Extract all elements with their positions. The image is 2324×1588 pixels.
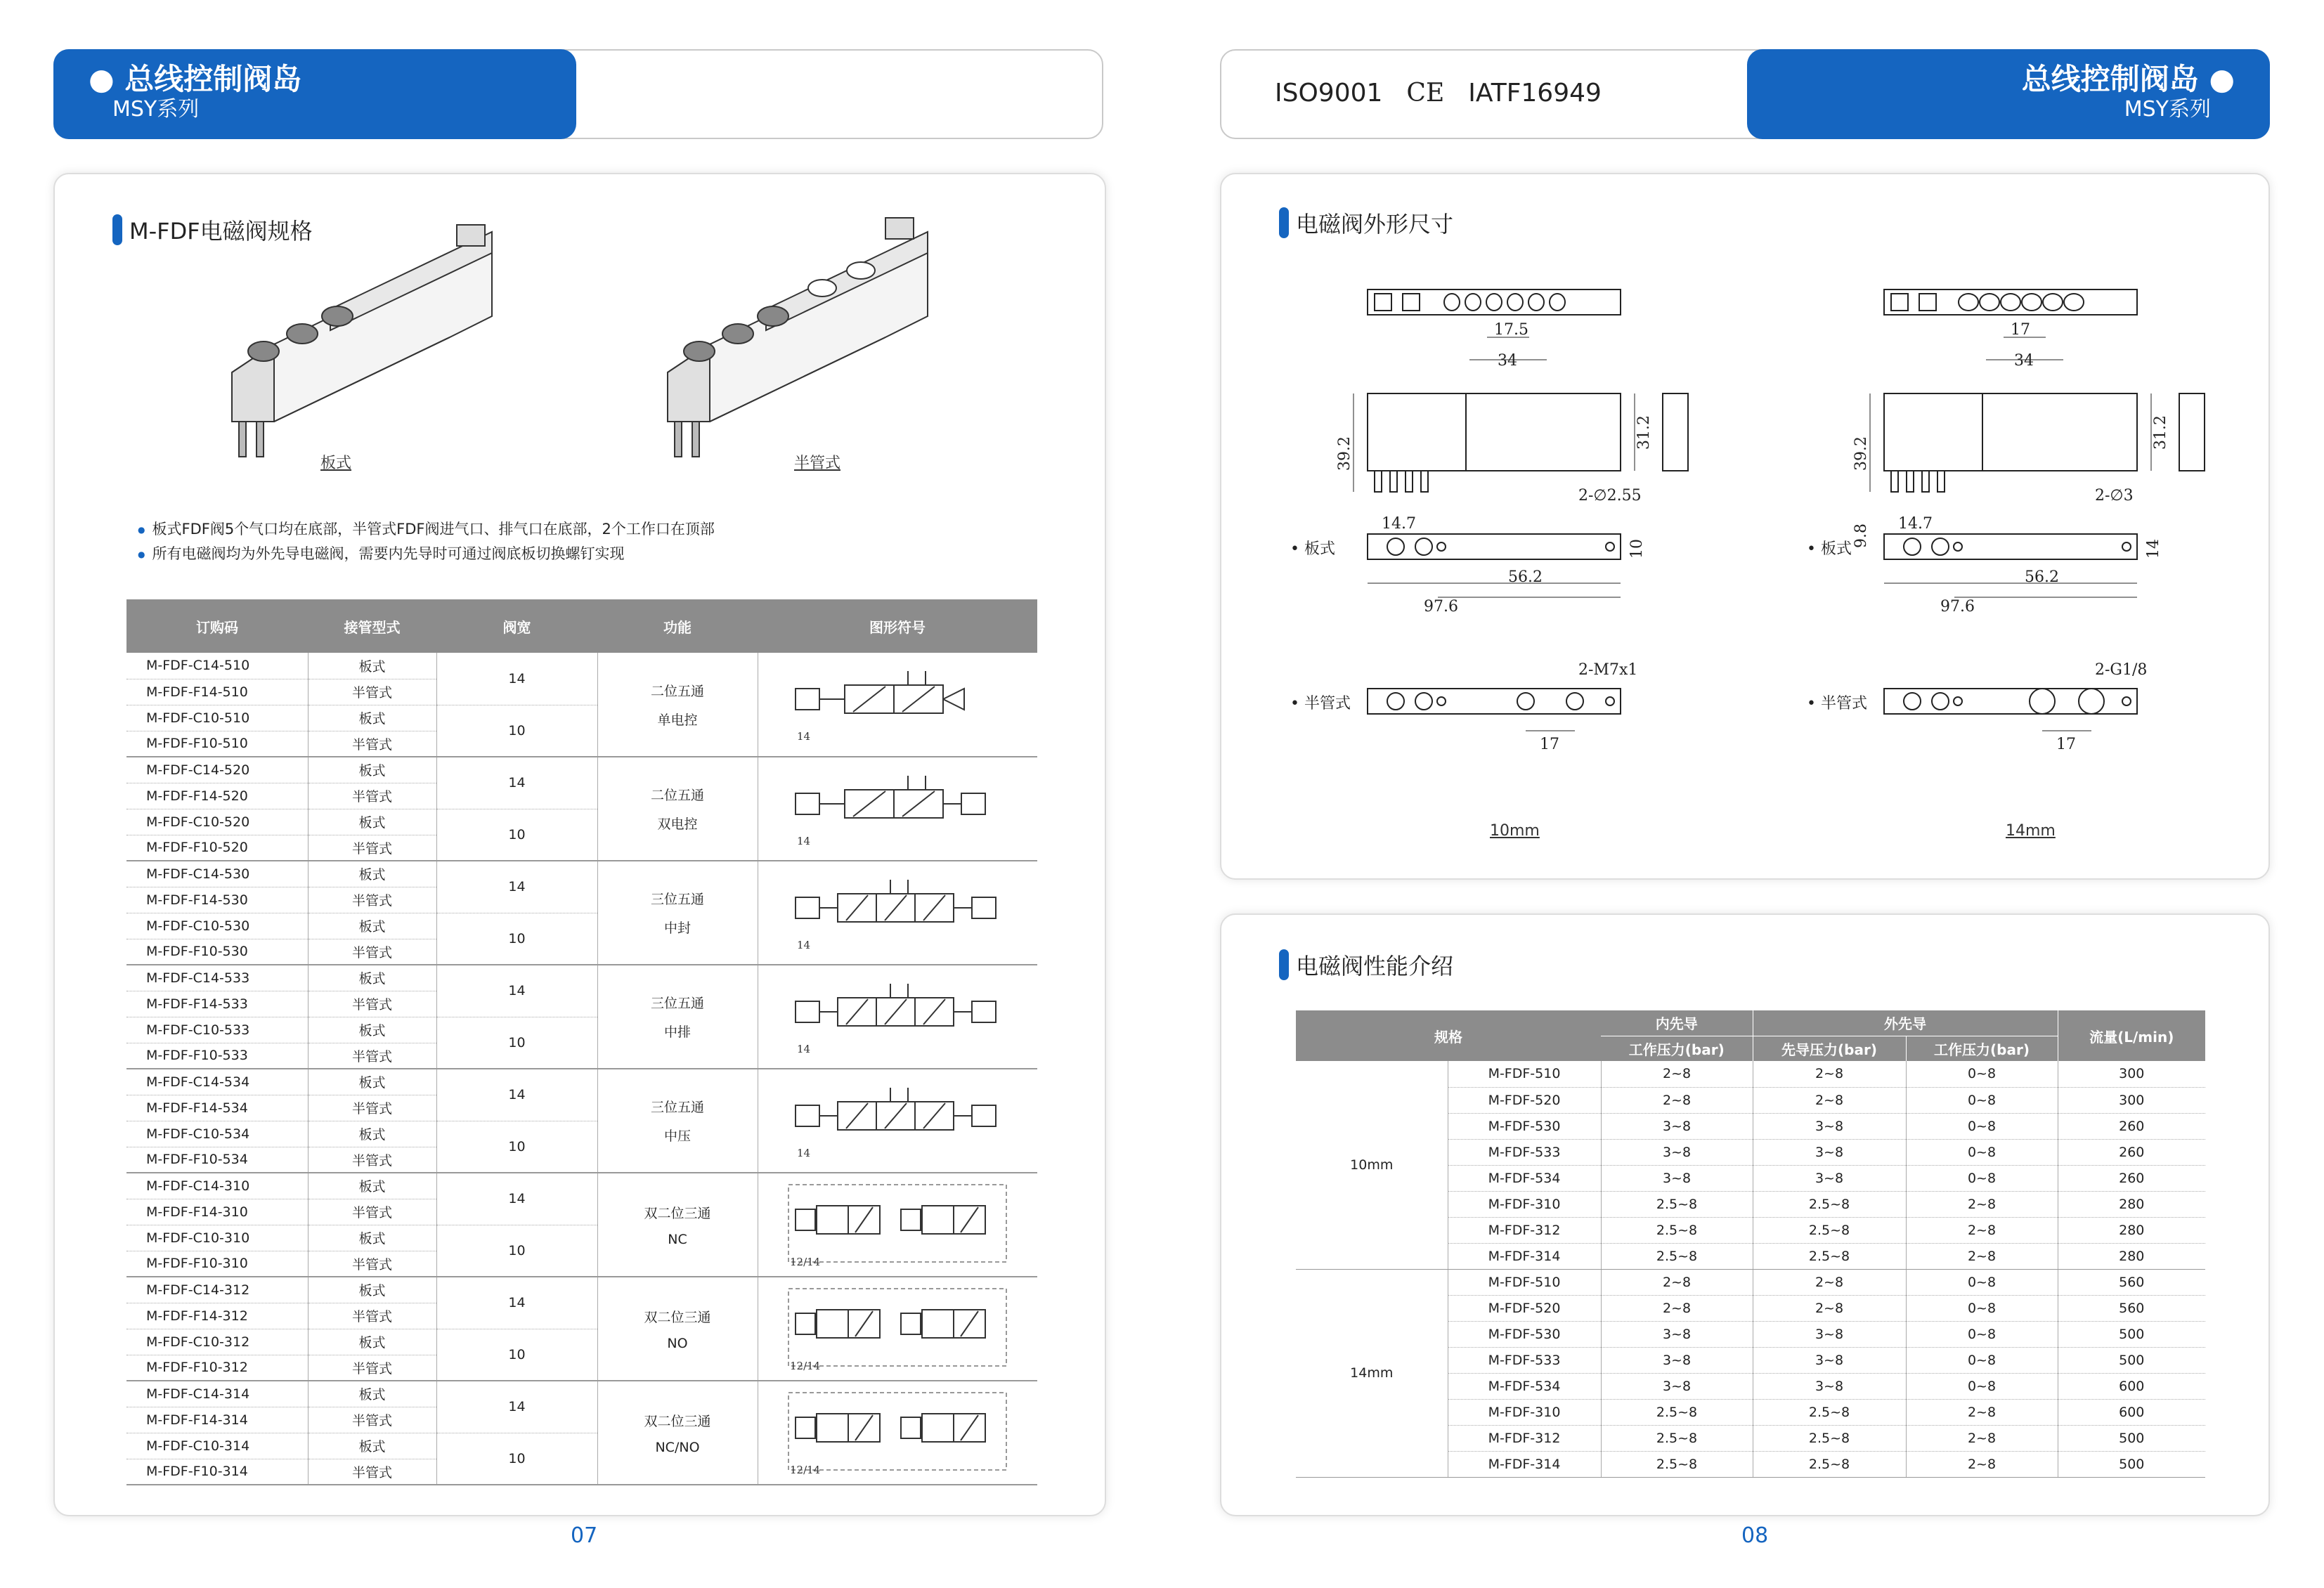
valve-width: 14 [436, 653, 597, 705]
outer-pilot-cell: 2.5~8 [1753, 1451, 1906, 1477]
valve-plate-image [225, 211, 506, 478]
size-label-14: 14mm [2006, 822, 2056, 840]
outer-work-cell: 0~8 [1906, 1139, 2058, 1165]
valve-width: 10 [436, 913, 597, 965]
header-title: ● 总线控制阀岛 [89, 62, 302, 96]
valve-width: 14 [436, 1173, 597, 1225]
symbol-cell [758, 1277, 1037, 1381]
outer-pilot-cell: 2~8 [1753, 1087, 1906, 1113]
function-cell [597, 1069, 758, 1173]
function-line: NC/NO [655, 1439, 700, 1455]
order-code: M-FDF-F10-533 [126, 1043, 308, 1069]
outer-work-cell: 2~8 [1906, 1191, 2058, 1217]
mount-label: • 板式 [1290, 540, 1335, 558]
size-cell: 10mm [1296, 1061, 1448, 1269]
outer-pilot-cell: 3~8 [1753, 1321, 1906, 1347]
pneumatic-symbol-icon [781, 970, 1013, 1061]
valve-width: 14 [436, 965, 597, 1017]
photo-label-tube: 半管式 [794, 455, 841, 472]
connection-type: 半管式 [308, 679, 436, 705]
model-cell: M-FDF-533 [1448, 1347, 1601, 1373]
order-code: M-FDF-C14-312 [126, 1277, 308, 1303]
valve-width: 10 [436, 809, 597, 861]
hdr-outer: 外先导 [1753, 1010, 2058, 1036]
order-code: M-FDF-C14-510 [126, 653, 308, 679]
dim-label: 34 [1498, 352, 1517, 370]
valve-tube-image [661, 211, 942, 478]
valve-width: 14 [436, 1381, 597, 1433]
svg-text:14: 14 [797, 730, 811, 743]
dim-label: 97.6 [1940, 598, 1975, 616]
valve-width: 10 [436, 1121, 597, 1173]
hdr-inner: 内先导 [1601, 1010, 1753, 1036]
function-line: 三位五通 [650, 996, 704, 1011]
inner-work-cell: 3~8 [1601, 1321, 1753, 1347]
outer-pilot-cell: 3~8 [1753, 1373, 1906, 1399]
mount-label: • 半管式 [1807, 695, 1867, 712]
header-title: 总线控制阀岛 ● [2021, 62, 2235, 96]
function-line: 中压 [663, 1128, 691, 1144]
col-header: 图形符号 [758, 599, 1037, 653]
function-cell [597, 861, 758, 965]
inner-work-cell: 2.5~8 [1601, 1217, 1753, 1243]
inner-work-cell: 2~8 [1601, 1295, 1753, 1321]
inner-work-cell: 2.5~8 [1601, 1451, 1753, 1477]
connection-type: 板式 [308, 1121, 436, 1147]
dim-label: 56.2 [1508, 568, 1543, 586]
cert-iatf: IATF16949 [1468, 79, 1602, 108]
outer-pilot-cell: 2~8 [1753, 1061, 1906, 1087]
dimension-drawings [1220, 267, 2270, 850]
connection-type: 板式 [308, 1329, 436, 1355]
valve-width: 14 [436, 757, 597, 809]
connection-type: 板式 [308, 913, 436, 939]
flow-cell: 600 [2058, 1399, 2205, 1425]
connection-type: 板式 [308, 861, 436, 887]
connection-type: 半管式 [308, 1199, 436, 1225]
model-cell: M-FDF-310 [1448, 1191, 1601, 1217]
connection-type: 半管式 [308, 939, 436, 965]
order-code: M-FDF-C10-534 [126, 1121, 308, 1147]
model-cell: M-FDF-534 [1448, 1165, 1601, 1191]
connection-type: 半管式 [308, 1459, 436, 1485]
flow-cell: 280 [2058, 1243, 2205, 1269]
order-code: M-FDF-C14-314 [126, 1381, 308, 1407]
dim-label: 17.5 [1494, 321, 1528, 339]
cert-list [1275, 79, 1602, 108]
dim-label: 17 [1540, 736, 1559, 753]
col-header: 功能 [597, 599, 758, 653]
outer-work-cell: 0~8 [1906, 1373, 2058, 1399]
function-line: 二位五通 [650, 788, 704, 803]
connection-type: 板式 [308, 653, 436, 679]
connection-type: 半管式 [308, 1251, 436, 1277]
connection-type: 板式 [308, 705, 436, 731]
flow-cell: 500 [2058, 1451, 2205, 1477]
order-code: M-FDF-F10-314 [126, 1459, 308, 1485]
inner-work-cell: 2~8 [1601, 1087, 1753, 1113]
connection-type: 板式 [308, 1433, 436, 1459]
connection-type: 板式 [308, 1017, 436, 1043]
hdr-pilot: 先导压力(bar) [1753, 1036, 1906, 1061]
flow-cell: 500 [2058, 1425, 2205, 1451]
dim-label: 17 [2056, 736, 2076, 753]
model-cell: M-FDF-530 [1448, 1113, 1601, 1139]
outer-pilot-cell: 3~8 [1753, 1113, 1906, 1139]
svg-text:14: 14 [797, 1042, 811, 1055]
valve-width: 10 [436, 705, 597, 757]
symbol-cell [758, 757, 1037, 861]
note-item: ● 所有电磁阀均为外先导电磁阀，需要内先导时可通过阀底板切换螺钉实现 [138, 542, 715, 566]
order-code: M-FDF-F10-310 [126, 1251, 308, 1277]
function-line: 双二位三通 [644, 1205, 711, 1221]
model-cell: M-FDF-312 [1448, 1217, 1601, 1243]
outer-work-cell: 2~8 [1906, 1425, 2058, 1451]
mount-label: • 半管式 [1290, 695, 1351, 712]
table-row [126, 965, 1037, 991]
symbol-cell [758, 1173, 1037, 1277]
connection-type: 板式 [308, 1225, 436, 1251]
outer-pilot-cell: 2~8 [1753, 1269, 1906, 1295]
pneumatic-symbol-icon [781, 762, 1013, 853]
connection-type: 半管式 [308, 1303, 436, 1329]
header-subtitle: MSY系列 [112, 97, 200, 122]
svg-text:14: 14 [797, 1146, 811, 1159]
function-cell [597, 965, 758, 1069]
page-number: 07 [571, 1523, 598, 1548]
function-line: NC [668, 1231, 687, 1247]
hdr-spec: 规格 [1296, 1010, 1601, 1061]
connection-type: 板式 [308, 1381, 436, 1407]
inner-work-cell: 2~8 [1601, 1061, 1753, 1087]
order-code: M-FDF-F14-520 [126, 783, 308, 809]
function-line: 中封 [663, 920, 691, 936]
dim-label: 14.7 [1382, 515, 1416, 533]
table-row [126, 1277, 1037, 1303]
connection-type: 半管式 [308, 1095, 436, 1121]
connection-type: 板式 [308, 965, 436, 991]
model-cell: M-FDF-314 [1448, 1243, 1601, 1269]
valve-width: 10 [436, 1017, 597, 1069]
function-line: 三位五通 [650, 892, 704, 907]
inner-work-cell: 2.5~8 [1601, 1191, 1753, 1217]
hdr-work2: 工作压力(bar) [1906, 1036, 2058, 1061]
function-line: 三位五通 [650, 1100, 704, 1115]
connection-type: 半管式 [308, 835, 436, 861]
inner-work-cell: 2~8 [1601, 1269, 1753, 1295]
order-code: M-FDF-F14-314 [126, 1407, 308, 1433]
dim-label: 39.2 [1852, 436, 1870, 471]
outer-work-cell: 2~8 [1906, 1399, 2058, 1425]
cert-iso: ISO9001 [1275, 79, 1383, 108]
cert-ce: CE [1406, 79, 1445, 108]
table-row [126, 653, 1037, 679]
section-title: M-FDF电磁阀规格 [112, 214, 313, 246]
connection-type: 半管式 [308, 887, 436, 913]
col-header: 订购码 [126, 599, 308, 653]
function-cell [597, 1277, 758, 1381]
svg-text:12/14: 12/14 [790, 1463, 821, 1476]
perf-row [1296, 1269, 2205, 1295]
symbol-cell [758, 1381, 1037, 1485]
flow-cell: 500 [2058, 1321, 2205, 1347]
valve-width: 14 [436, 1277, 597, 1329]
dim-label: 39.2 [1336, 436, 1353, 471]
connection-type: 板式 [308, 1277, 436, 1303]
symbol-cell [758, 1069, 1037, 1173]
outer-work-cell: 0~8 [1906, 1321, 2058, 1347]
model-cell: M-FDF-310 [1448, 1399, 1601, 1425]
flow-cell: 300 [2058, 1087, 2205, 1113]
table-row [126, 1381, 1037, 1407]
dim-label: 2-∅2.55 [1578, 487, 1642, 505]
performance-table [1296, 1010, 2205, 1478]
table-row [126, 1069, 1037, 1095]
dim-label: 14.7 [1898, 515, 1933, 533]
order-code: M-FDF-C10-533 [126, 1017, 308, 1043]
header-banner [53, 49, 576, 139]
inner-work-cell: 3~8 [1601, 1113, 1753, 1139]
order-code: M-FDF-F10-520 [126, 835, 308, 861]
inner-work-cell: 3~8 [1601, 1165, 1753, 1191]
inner-work-cell: 2.5~8 [1601, 1425, 1753, 1451]
pneumatic-symbol-icon [781, 1178, 1013, 1269]
connection-type: 半管式 [308, 731, 436, 757]
order-code: M-FDF-C10-314 [126, 1433, 308, 1459]
connection-type: 半管式 [308, 1407, 436, 1433]
symbol-cell [758, 653, 1037, 757]
col-header: 阀宽 [436, 599, 597, 653]
order-code: M-FDF-F14-533 [126, 991, 308, 1017]
model-cell: M-FDF-314 [1448, 1451, 1601, 1477]
flow-cell: 300 [2058, 1061, 2205, 1087]
flow-cell: 560 [2058, 1269, 2205, 1295]
connection-type: 半管式 [308, 783, 436, 809]
order-code: M-FDF-C14-310 [126, 1173, 308, 1199]
pneumatic-symbol-icon [781, 866, 1013, 957]
photo-label-plate: 板式 [320, 455, 352, 472]
outer-work-cell: 0~8 [1906, 1165, 2058, 1191]
flow-cell: 500 [2058, 1347, 2205, 1373]
order-code: M-FDF-C14-530 [126, 861, 308, 887]
pneumatic-symbol-icon [781, 1074, 1013, 1165]
outer-pilot-cell: 2.5~8 [1753, 1425, 1906, 1451]
function-cell [597, 1173, 758, 1277]
outer-work-cell: 2~8 [1906, 1451, 2058, 1477]
outer-work-cell: 2~8 [1906, 1217, 2058, 1243]
dim-label: 31.2 [1635, 415, 1653, 450]
order-code: M-FDF-F14-312 [126, 1303, 308, 1329]
dim-label: 9.8 [1852, 523, 1870, 548]
outer-pilot-cell: 3~8 [1753, 1347, 1906, 1373]
outer-pilot-cell: 2.5~8 [1753, 1243, 1906, 1269]
connection-type: 半管式 [308, 1147, 436, 1173]
symbol-cell [758, 965, 1037, 1069]
hdr-flow: 流量(L/min) [2058, 1010, 2205, 1061]
function-line: 双二位三通 [644, 1309, 711, 1325]
order-code: M-FDF-F14-530 [126, 887, 308, 913]
hdr-work: 工作压力(bar) [1601, 1036, 1753, 1061]
order-code: M-FDF-F10-312 [126, 1355, 308, 1381]
pneumatic-symbol-icon [781, 1282, 1013, 1373]
order-code: M-FDF-C10-310 [126, 1225, 308, 1251]
outer-pilot-cell: 2.5~8 [1753, 1217, 1906, 1243]
dim-label: 2-∅3 [2095, 487, 2134, 505]
note-item: ● 板式FDF阀5个气口均在底部，半管式FDF阀进气口、排气口在底部，2个工作口在顶部 [138, 517, 715, 542]
model-cell: M-FDF-533 [1448, 1139, 1601, 1165]
flow-cell: 280 [2058, 1191, 2205, 1217]
connection-type: 半管式 [308, 1355, 436, 1381]
connection-type: 板式 [308, 1069, 436, 1095]
table-row [126, 757, 1037, 783]
mount-label: • 板式 [1807, 540, 1852, 558]
valve-width: 10 [436, 1225, 597, 1277]
svg-text:14: 14 [797, 834, 811, 847]
model-cell: M-FDF-530 [1448, 1321, 1601, 1347]
size-cell: 14mm [1296, 1269, 1448, 1477]
connection-type: 板式 [308, 757, 436, 783]
function-line: 双电控 [657, 816, 698, 832]
valve-width: 10 [436, 1433, 597, 1485]
outer-work-cell: 0~8 [1906, 1347, 2058, 1373]
dim-label: 2-M7x1 [1578, 661, 1638, 679]
outer-pilot-cell: 2~8 [1753, 1295, 1906, 1321]
col-header: 接管型式 [308, 599, 436, 653]
table-row [126, 1173, 1037, 1199]
dim-label: 14 [2145, 539, 2162, 559]
valve-width: 10 [436, 1329, 597, 1381]
page-number: 08 [1741, 1523, 1769, 1548]
model-cell: M-FDF-520 [1448, 1087, 1601, 1113]
dim-label: 31.2 [2152, 415, 2169, 450]
order-code: M-FDF-C10-510 [126, 705, 308, 731]
svg-text:14: 14 [797, 938, 811, 951]
order-code: M-FDF-C10-312 [126, 1329, 308, 1355]
function-line: 中排 [663, 1024, 691, 1040]
flow-cell: 260 [2058, 1139, 2205, 1165]
dim-label: 17 [2011, 321, 2030, 339]
dim-section-title: 电磁阀外形尺寸 [1279, 207, 1453, 239]
header-subtitle: MSY系列 [2124, 97, 2211, 122]
function-line: 二位五通 [650, 683, 704, 699]
order-code: M-FDF-F10-534 [126, 1147, 308, 1173]
perf-row [1296, 1061, 2205, 1087]
order-code: M-FDF-F14-534 [126, 1095, 308, 1121]
outer-pilot-cell: 3~8 [1753, 1139, 1906, 1165]
function-cell [597, 653, 758, 757]
function-cell [597, 757, 758, 861]
outer-work-cell: 0~8 [1906, 1113, 2058, 1139]
connection-type: 板式 [308, 809, 436, 835]
dim-label: 10 [1628, 539, 1646, 559]
outer-work-cell: 0~8 [1906, 1087, 2058, 1113]
outer-pilot-cell: 3~8 [1753, 1165, 1906, 1191]
order-code: M-FDF-F10-530 [126, 939, 308, 965]
connection-type: 半管式 [308, 1043, 436, 1069]
order-code: M-FDF-C14-534 [126, 1069, 308, 1095]
size-label-10: 10mm [1490, 822, 1540, 840]
function-line: 双二位三通 [644, 1413, 711, 1429]
valve-width: 14 [436, 1069, 597, 1121]
dim-label: 34 [2014, 352, 2034, 370]
pneumatic-symbol-icon [781, 1386, 1013, 1477]
flow-cell: 280 [2058, 1217, 2205, 1243]
flow-cell: 600 [2058, 1373, 2205, 1399]
pneumatic-symbol-icon [781, 657, 1013, 748]
dim-label: 56.2 [2025, 568, 2059, 586]
connection-type: 半管式 [308, 991, 436, 1017]
outer-work-cell: 0~8 [1906, 1295, 2058, 1321]
spec-table [126, 599, 1037, 1485]
svg-text:12/14: 12/14 [790, 1255, 821, 1268]
connection-type: 板式 [308, 1173, 436, 1199]
model-cell: M-FDF-510 [1448, 1269, 1601, 1295]
order-code: M-FDF-F14-310 [126, 1199, 308, 1225]
order-code: M-FDF-F10-510 [126, 731, 308, 757]
function-cell [597, 1381, 758, 1485]
header-banner [1747, 49, 2270, 139]
svg-text:12/14: 12/14 [790, 1359, 821, 1372]
notes-list [138, 517, 715, 566]
function-line: NO [667, 1335, 688, 1351]
symbol-cell [758, 861, 1037, 965]
outer-work-cell: 0~8 [1906, 1269, 2058, 1295]
table-row [126, 861, 1037, 887]
valve-width: 14 [436, 861, 597, 913]
page-right [1162, 0, 2324, 1588]
outer-pilot-cell: 2.5~8 [1753, 1399, 1906, 1425]
order-code: M-FDF-C10-530 [126, 913, 308, 939]
model-cell: M-FDF-510 [1448, 1061, 1601, 1087]
order-code: M-FDF-C14-533 [126, 965, 308, 991]
dim-label: 2-G1/8 [2095, 661, 2148, 679]
function-line: 单电控 [657, 712, 698, 728]
model-cell: M-FDF-534 [1448, 1373, 1601, 1399]
inner-work-cell: 3~8 [1601, 1373, 1753, 1399]
order-code: M-FDF-C10-520 [126, 809, 308, 835]
order-code: M-FDF-C14-520 [126, 757, 308, 783]
perf-section-title: 电磁阀性能介绍 [1279, 949, 1453, 981]
dim-label: 97.6 [1424, 598, 1458, 616]
model-cell: M-FDF-520 [1448, 1295, 1601, 1321]
inner-work-cell: 3~8 [1601, 1347, 1753, 1373]
outer-pilot-cell: 2.5~8 [1753, 1191, 1906, 1217]
inner-work-cell: 2.5~8 [1601, 1399, 1753, 1425]
flow-cell: 260 [2058, 1165, 2205, 1191]
inner-work-cell: 2.5~8 [1601, 1243, 1753, 1269]
model-cell: M-FDF-312 [1448, 1425, 1601, 1451]
flow-cell: 260 [2058, 1113, 2205, 1139]
outer-work-cell: 0~8 [1906, 1061, 2058, 1087]
flow-cell: 560 [2058, 1295, 2205, 1321]
inner-work-cell: 3~8 [1601, 1139, 1753, 1165]
outer-work-cell: 2~8 [1906, 1243, 2058, 1269]
order-code: M-FDF-F14-510 [126, 679, 308, 705]
